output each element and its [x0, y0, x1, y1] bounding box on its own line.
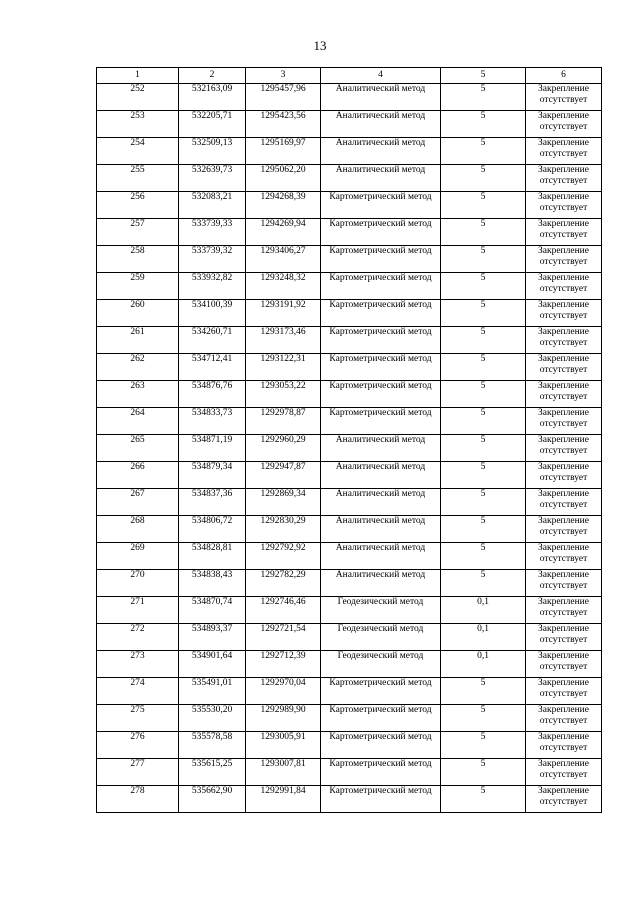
- x-coordinate-cell: 534833,73: [179, 408, 246, 435]
- accuracy-cell: 5: [441, 759, 526, 786]
- point-number-cell: 278: [97, 786, 179, 813]
- accuracy-cell: 5: [441, 111, 526, 138]
- accuracy-cell: 5: [441, 273, 526, 300]
- accuracy-cell: 5: [441, 462, 526, 489]
- point-number-cell: 258: [97, 246, 179, 273]
- x-coordinate-cell: 534870,74: [179, 597, 246, 624]
- fixing-description-cell: Закрепление отсутствует: [526, 759, 602, 786]
- y-coordinate-cell: 1295169,97: [246, 138, 321, 165]
- header-cell: 2: [179, 68, 246, 84]
- table-row: [97, 462, 602, 489]
- table-row: [97, 732, 602, 759]
- fixing-description-cell: Закрепление отсутствует: [526, 273, 602, 300]
- y-coordinate-cell: 1292746,46: [246, 597, 321, 624]
- x-coordinate-cell: 534901,64: [179, 651, 246, 678]
- x-coordinate-cell: 535615,25: [179, 759, 246, 786]
- point-number-cell: 274: [97, 678, 179, 705]
- point-number-cell: 271: [97, 597, 179, 624]
- x-coordinate-cell: 535662,90: [179, 786, 246, 813]
- point-number-cell: 263: [97, 381, 179, 408]
- method-cell: Картометрический метод: [321, 219, 441, 246]
- point-number-cell: 270: [97, 570, 179, 597]
- x-coordinate-cell: 532509,13: [179, 138, 246, 165]
- point-number-cell: 272: [97, 624, 179, 651]
- method-cell: Картометрический метод: [321, 192, 441, 219]
- method-cell: Аналитический метод: [321, 489, 441, 516]
- header-cell: 3: [246, 68, 321, 84]
- y-coordinate-cell: 1294268,39: [246, 192, 321, 219]
- point-number-cell: 265: [97, 435, 179, 462]
- point-number-cell: 253: [97, 111, 179, 138]
- point-number-cell: 268: [97, 516, 179, 543]
- table-row: [97, 597, 602, 624]
- method-cell: Картометрический метод: [321, 759, 441, 786]
- y-coordinate-cell: 1293122,31: [246, 354, 321, 381]
- y-coordinate-cell: 1292792,92: [246, 543, 321, 570]
- fixing-description-cell: Закрепление отсутствует: [526, 165, 602, 192]
- method-cell: Аналитический метод: [321, 165, 441, 192]
- point-number-cell: 261: [97, 327, 179, 354]
- method-cell: Картометрический метод: [321, 705, 441, 732]
- table-row: [97, 111, 602, 138]
- fixing-description-cell: Закрепление отсутствует: [526, 84, 602, 111]
- accuracy-cell: 5: [441, 165, 526, 192]
- point-number-cell: 277: [97, 759, 179, 786]
- y-coordinate-cell: 1292830,29: [246, 516, 321, 543]
- accuracy-cell: 5: [441, 543, 526, 570]
- table-row: [97, 246, 602, 273]
- fixing-description-cell: Закрепление отсутствует: [526, 543, 602, 570]
- accuracy-cell: 0,1: [441, 597, 526, 624]
- y-coordinate-cell: 1293053,22: [246, 381, 321, 408]
- table-row: [97, 327, 602, 354]
- accuracy-cell: 5: [441, 138, 526, 165]
- header-cell: 5: [441, 68, 526, 84]
- y-coordinate-cell: 1295457,96: [246, 84, 321, 111]
- point-number-cell: 256: [97, 192, 179, 219]
- method-cell: Аналитический метод: [321, 138, 441, 165]
- method-cell: Картометрический метод: [321, 408, 441, 435]
- fixing-description-cell: Закрепление отсутствует: [526, 246, 602, 273]
- table-row: [97, 786, 602, 813]
- x-coordinate-cell: 534837,36: [179, 489, 246, 516]
- fixing-description-cell: Закрепление отсутствует: [526, 732, 602, 759]
- x-coordinate-cell: 534260,71: [179, 327, 246, 354]
- fixing-description-cell: Закрепление отсутствует: [526, 678, 602, 705]
- point-number-cell: 252: [97, 84, 179, 111]
- table-row: [97, 165, 602, 192]
- table-row: [97, 138, 602, 165]
- fixing-description-cell: Закрепление отсутствует: [526, 570, 602, 597]
- x-coordinate-cell: 532205,71: [179, 111, 246, 138]
- table-row: [97, 408, 602, 435]
- table-row: [97, 84, 602, 111]
- accuracy-cell: 5: [441, 327, 526, 354]
- table-row: [97, 381, 602, 408]
- accuracy-cell: 5: [441, 786, 526, 813]
- fixing-description-cell: Закрепление отсутствует: [526, 192, 602, 219]
- accuracy-cell: 5: [441, 516, 526, 543]
- accuracy-cell: 5: [441, 246, 526, 273]
- table-row: [97, 570, 602, 597]
- y-coordinate-cell: 1294269,94: [246, 219, 321, 246]
- accuracy-cell: 5: [441, 489, 526, 516]
- method-cell: Геодезический метод: [321, 597, 441, 624]
- table-row: [97, 543, 602, 570]
- y-coordinate-cell: 1292970,04: [246, 678, 321, 705]
- accuracy-cell: 5: [441, 84, 526, 111]
- method-cell: Аналитический метод: [321, 435, 441, 462]
- point-number-cell: 276: [97, 732, 179, 759]
- fixing-description-cell: Закрепление отсутствует: [526, 354, 602, 381]
- accuracy-cell: 5: [441, 435, 526, 462]
- y-coordinate-cell: 1293191,92: [246, 300, 321, 327]
- fixing-description-cell: Закрепление отсутствует: [526, 219, 602, 246]
- y-coordinate-cell: 1295062,20: [246, 165, 321, 192]
- table-row: [97, 192, 602, 219]
- point-number-cell: 264: [97, 408, 179, 435]
- accuracy-cell: 5: [441, 570, 526, 597]
- x-coordinate-cell: 534876,76: [179, 381, 246, 408]
- point-number-cell: 254: [97, 138, 179, 165]
- method-cell: Картометрический метод: [321, 354, 441, 381]
- method-cell: Аналитический метод: [321, 570, 441, 597]
- method-cell: Картометрический метод: [321, 678, 441, 705]
- accuracy-cell: 0,1: [441, 624, 526, 651]
- y-coordinate-cell: 1293248,32: [246, 273, 321, 300]
- y-coordinate-cell: 1292721,54: [246, 624, 321, 651]
- x-coordinate-cell: 534828,81: [179, 543, 246, 570]
- point-number-cell: 257: [97, 219, 179, 246]
- accuracy-cell: 5: [441, 732, 526, 759]
- x-coordinate-cell: 532163,09: [179, 84, 246, 111]
- x-coordinate-cell: 535578,58: [179, 732, 246, 759]
- y-coordinate-cell: 1293173,46: [246, 327, 321, 354]
- x-coordinate-cell: 534100,39: [179, 300, 246, 327]
- method-cell: Картометрический метод: [321, 273, 441, 300]
- method-cell: Картометрический метод: [321, 327, 441, 354]
- table-header-row: [97, 68, 602, 84]
- accuracy-cell: 0,1: [441, 651, 526, 678]
- table-row: [97, 705, 602, 732]
- x-coordinate-cell: 533739,32: [179, 246, 246, 273]
- method-cell: Аналитический метод: [321, 516, 441, 543]
- method-cell: Аналитический метод: [321, 84, 441, 111]
- point-number-cell: 266: [97, 462, 179, 489]
- coordinates-table: [96, 67, 602, 813]
- point-number-cell: 260: [97, 300, 179, 327]
- table-row: [97, 678, 602, 705]
- fixing-description-cell: Закрепление отсутствует: [526, 597, 602, 624]
- x-coordinate-cell: 534838,43: [179, 570, 246, 597]
- method-cell: Аналитический метод: [321, 111, 441, 138]
- table-row: [97, 624, 602, 651]
- accuracy-cell: 5: [441, 678, 526, 705]
- accuracy-cell: 5: [441, 381, 526, 408]
- x-coordinate-cell: 535491,01: [179, 678, 246, 705]
- fixing-description-cell: Закрепление отсутствует: [526, 381, 602, 408]
- y-coordinate-cell: 1292782,29: [246, 570, 321, 597]
- y-coordinate-cell: 1292960,29: [246, 435, 321, 462]
- method-cell: Картометрический метод: [321, 246, 441, 273]
- x-coordinate-cell: 534893,37: [179, 624, 246, 651]
- point-number-cell: 259: [97, 273, 179, 300]
- accuracy-cell: 5: [441, 219, 526, 246]
- header-cell: 6: [526, 68, 602, 84]
- method-cell: Аналитический метод: [321, 543, 441, 570]
- x-coordinate-cell: 533932,82: [179, 273, 246, 300]
- fixing-description-cell: Закрепление отсутствует: [526, 651, 602, 678]
- point-number-cell: 269: [97, 543, 179, 570]
- fixing-description-cell: Закрепление отсутствует: [526, 300, 602, 327]
- y-coordinate-cell: 1293406,27: [246, 246, 321, 273]
- method-cell: Картометрический метод: [321, 300, 441, 327]
- accuracy-cell: 5: [441, 192, 526, 219]
- table-row: [97, 489, 602, 516]
- y-coordinate-cell: 1295423,56: [246, 111, 321, 138]
- x-coordinate-cell: 532639,73: [179, 165, 246, 192]
- fixing-description-cell: Закрепление отсутствует: [526, 705, 602, 732]
- y-coordinate-cell: 1292869,34: [246, 489, 321, 516]
- method-cell: Картометрический метод: [321, 732, 441, 759]
- y-coordinate-cell: 1292947,87: [246, 462, 321, 489]
- y-coordinate-cell: 1292989,90: [246, 705, 321, 732]
- accuracy-cell: 5: [441, 300, 526, 327]
- point-number-cell: 255: [97, 165, 179, 192]
- table-body: [97, 84, 602, 813]
- point-number-cell: 262: [97, 354, 179, 381]
- x-coordinate-cell: 534712,41: [179, 354, 246, 381]
- y-coordinate-cell: 1292978,87: [246, 408, 321, 435]
- fixing-description-cell: Закрепление отсутствует: [526, 516, 602, 543]
- table-row: [97, 273, 602, 300]
- table-row: [97, 651, 602, 678]
- point-number-cell: 267: [97, 489, 179, 516]
- table-row: [97, 354, 602, 381]
- table-row: [97, 435, 602, 462]
- page-number: 13: [313, 38, 327, 53]
- fixing-description-cell: Закрепление отсутствует: [526, 624, 602, 651]
- table-row: [97, 516, 602, 543]
- table-row: [97, 300, 602, 327]
- y-coordinate-cell: 1293005,91: [246, 732, 321, 759]
- table-row: [97, 219, 602, 246]
- fixing-description-cell: Закрепление отсутствует: [526, 327, 602, 354]
- method-cell: Картометрический метод: [321, 786, 441, 813]
- y-coordinate-cell: 1292712,39: [246, 651, 321, 678]
- fixing-description-cell: Закрепление отсутствует: [526, 138, 602, 165]
- fixing-description-cell: Закрепление отсутствует: [526, 435, 602, 462]
- method-cell: Аналитический метод: [321, 462, 441, 489]
- method-cell: Геодезический метод: [321, 651, 441, 678]
- fixing-description-cell: Закрепление отсутствует: [526, 462, 602, 489]
- point-number-cell: 273: [97, 651, 179, 678]
- y-coordinate-cell: 1293007,81: [246, 759, 321, 786]
- accuracy-cell: 5: [441, 354, 526, 381]
- x-coordinate-cell: 533739,33: [179, 219, 246, 246]
- fixing-description-cell: Закрепление отсутствует: [526, 408, 602, 435]
- header-cell: 4: [321, 68, 441, 84]
- x-coordinate-cell: 534806,72: [179, 516, 246, 543]
- header-cell: 1: [97, 68, 179, 84]
- accuracy-cell: 5: [441, 705, 526, 732]
- fixing-description-cell: Закрепление отсутствует: [526, 489, 602, 516]
- method-cell: Картометрический метод: [321, 381, 441, 408]
- table-row: [97, 759, 602, 786]
- fixing-description-cell: Закрепление отсутствует: [526, 786, 602, 813]
- accuracy-cell: 5: [441, 408, 526, 435]
- x-coordinate-cell: 534879,34: [179, 462, 246, 489]
- method-cell: Геодезический метод: [321, 624, 441, 651]
- x-coordinate-cell: 532083,21: [179, 192, 246, 219]
- fixing-description-cell: Закрепление отсутствует: [526, 111, 602, 138]
- y-coordinate-cell: 1292991,84: [246, 786, 321, 813]
- point-number-cell: 275: [97, 705, 179, 732]
- x-coordinate-cell: 534871,19: [179, 435, 246, 462]
- x-coordinate-cell: 535530,20: [179, 705, 246, 732]
